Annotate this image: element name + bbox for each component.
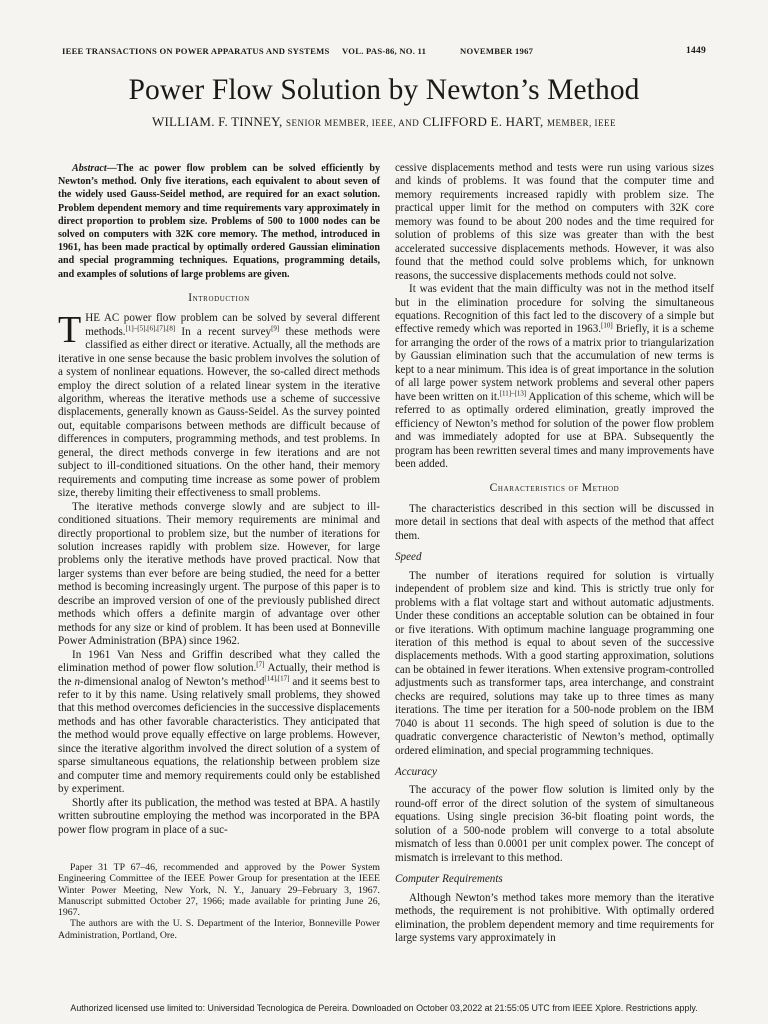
citation: [7] bbox=[256, 660, 265, 669]
footnote-paragraph: The authors are with the U. S. Department of the Interior, Bonneville Power Administration, Portland, Ore. bbox=[58, 918, 380, 941]
paragraph: cessive displacements method and tests were run using various sizes and kinds of problems. It was found that the computer time and memory requirements increased rapidly with problem size. The practical upper limit for the method on computers with 32K core memory was found to be about 200 nodes and the time required for solution of problems of this size was greater than with the best accelerated successive displacements methods. However, it was also found that the method could solve problems which, for unknown reasons, the successive displacements methods could not solve. bbox=[395, 162, 714, 282]
section-heading-characteristics: Characteristics of Method bbox=[489, 482, 620, 495]
citation: [14],[17] bbox=[264, 673, 290, 682]
subsection-heading-computer-requirements: Computer Requirements bbox=[395, 873, 503, 886]
license-notice: Authorized licensed use limited to: Universidad Tecnologica de Pereira. Downloaded on October 03,2022 at 21:55:05 UTC from IEEE Xplore. Restrictions apply. bbox=[70, 1003, 698, 1013]
citation: [1]–[5],[6],[7],[8] bbox=[125, 324, 176, 333]
journal-name: IEEE TRANSACTIONS ON POWER APPARATUS AND SYSTEMS bbox=[62, 46, 330, 56]
paragraph: The characteristics described in this section will be discussed in more detail in sections that deal with aspects of the method that affect them. bbox=[395, 502, 714, 542]
volume-number: VOL. PAS-86, NO. 11 bbox=[342, 46, 427, 56]
paragraph: THE AC power flow problem can be solved by several different methods.[1]–[5],[6],[7],[8] In a recent survey[9] these methods were classified as either direct or iterative. Actually, all the methods are iterative in one sense because the basic problem involves the solution of a system of nonlinear equations. However, the so-called direct methods employ the direct solution of a related linear system in the iterative algorithm, whereas the iterative methods use a scheme of successive displacements, generally known as Gauss-Seidel. As the survey pointed out, equitable comparisons between methods are difficult because of differences in computers, programming methods, and test problems. In general, the direct methods converge in few iterations and are not subject to ill-conditioned situations. On the other hand, their memory requirements and computing time increase as some power of problem size, thereby limiting their effectiveness to small problems. bbox=[58, 309, 380, 500]
author-name: CLIFFORD E. HART, bbox=[422, 114, 544, 129]
paragraph: Although Newton’s method takes more memory than the iterative methods, the requirement is not prohibitive. With optimally ordered elimination, the problem dependent memory and time requirements for large systems vary approximately in bbox=[395, 891, 714, 945]
paragraph: The accuracy of the power flow solution is limited only by the round-off error of the direct solution of the system of simultaneous equations. Using single precision 36-bit floating point words, the solution of a 500-node problem will converge to a total absolute mismatch of less than 0.0001 per unit complex power. The concept of mismatch is irrelevant to this method. bbox=[395, 784, 714, 864]
footnote bbox=[58, 862, 380, 941]
subsection-heading-speed: Speed bbox=[395, 551, 422, 564]
section-heading-introduction: Introduction bbox=[188, 291, 250, 304]
right-column bbox=[395, 162, 714, 945]
left-column bbox=[58, 162, 380, 837]
paragraph: It was evident that the main difficulty was not in the method itself but in the elimination procedure for solving the simultaneous equations. Recognition of this fact led to the discovery of a simple but effective remedy which was reported in 1963.[10] Briefly, it is a scheme for arranging the order of the rows of a matrix prior to triangularization by Gaussian elimination such that the accumulation of new terms is kept to a near minimum. This idea is of great importance in the solution of all large power system network problems and several other papers have been written on it.[11]–[13] Application of this scheme, which will be referred to as optimally ordered elimination, greatly improved the efficiency of Newton’s method for solution of the power flow problem and was immediately adopted for use at BPA. Subsequently the program has been rewritten several times and many improvements have been added. bbox=[395, 283, 714, 470]
abstract bbox=[58, 162, 380, 281]
paragraph: In 1961 Van Ness and Griffin described what they called the elimination method of power flow solution.[7] Actually, their method is the n-dimensional analog of Newton’s method[14],[17] and it seems best to refer to it by this name. Using relatively small problems, they showed that this method overcomes deficiencies in the successive displacements methods and has other favorable characteristics. They anticipated that the method would prove equally effective on large problems. However, since the iterative algorithm involved the direct solution of a system of sparse simultaneous equations, the relationship between problem size and computer time and memory requirements could only be established by experiment. bbox=[58, 648, 380, 796]
paragraph: Shortly after its publication, the method was tested at BPA. A hastily written subroutine employing the method was incorporated in the BPA power flow program in place of a suc- bbox=[58, 796, 380, 836]
subsection-heading-accuracy: Accuracy bbox=[395, 766, 437, 779]
drop-cap: T bbox=[58, 309, 82, 352]
paper-title: Power Flow Solution by Newton’s Method bbox=[128, 74, 640, 106]
issue-date: NOVEMBER 1967 bbox=[460, 46, 534, 56]
author-name: WILLIAM. F. TINNEY, bbox=[152, 114, 283, 129]
author-grade: SENIOR MEMBER, IEEE, AND bbox=[285, 118, 420, 128]
citation: [11]–[13] bbox=[499, 389, 527, 398]
paragraph: The iterative methods converge slowly and are subject to ill-conditioned situations. Their memory requirements are minimal and directly proportional to problem size, but the number of iterations for solution increases rapidly with problem size. However, for large problems only the iterative methods have proved practical. Now that larger systems than ever before are being studied, the need for a better method is becoming increasingly urgent. The purpose of this paper is to describe an improved version of one of the previously published direct methods which offers a definite margin of advantage over other methods for any size or kind of problem. It has been used at Bonneville Power Administration (BPA) since 1962. bbox=[58, 500, 380, 648]
citation: [10] bbox=[601, 321, 613, 330]
page-number: 1449 bbox=[686, 46, 706, 56]
running-head bbox=[62, 46, 706, 56]
abstract-label: Abstract bbox=[72, 163, 107, 174]
author-line bbox=[0, 114, 768, 130]
paragraph: The number of iterations required for solution is virtually independent of problem size and kind. This is strictly true only for problems with a flat voltage start and without automatic adjustments. Under these conditions an acceptable solution can be obtained in four or five iterations. With optimum machine language programming one iteration of this method is equal to about seven of the successive displacements methods. With a good starting approximation, solutions can be obtained in fewer iterations. When extensive program-controlled adjustments such as transformer taps, area interchange, and constraint checks are required, solutions may take up to three times as many iterations. The time per iteration for a 500-node problem on the IBM 7040 is about 11 seconds. The high speed of solution is due to the quadratic convergence characteristic of Newton’s method, optimally ordered elimination, and special programming techniques. bbox=[395, 569, 714, 757]
author-grade: MEMBER, IEEE bbox=[546, 118, 616, 128]
footnote-paragraph: Paper 31 TP 67–46, recommended and approved by the Power System Engineering Committee of the IEEE Power Group for presentation at the IEEE Winter Power Meeting, New York, N. Y., January 29–February 3, 1967. Manuscript submitted October 27, 1966; made available for printing June 26, 1967. bbox=[58, 862, 380, 919]
abstract-text: —The ac power flow problem can be solved efficiently by Newton’s method. Only five iterations, each equivalent to about seven of the widely used Gauss-Seidel method, are required for an exact solution. Problem dependent memory and time requirements vary approximately in direct proportion to problem size. Problems of 500 to 1000 nodes can be solved on computers with 32K core memory. The method, introduced in 1961, has been made practical by optimally ordered Gaussian elimination and special programming techniques. Equations, programming details, and examples of solutions of large problems are given. bbox=[58, 163, 380, 280]
citation: [9] bbox=[271, 324, 280, 333]
